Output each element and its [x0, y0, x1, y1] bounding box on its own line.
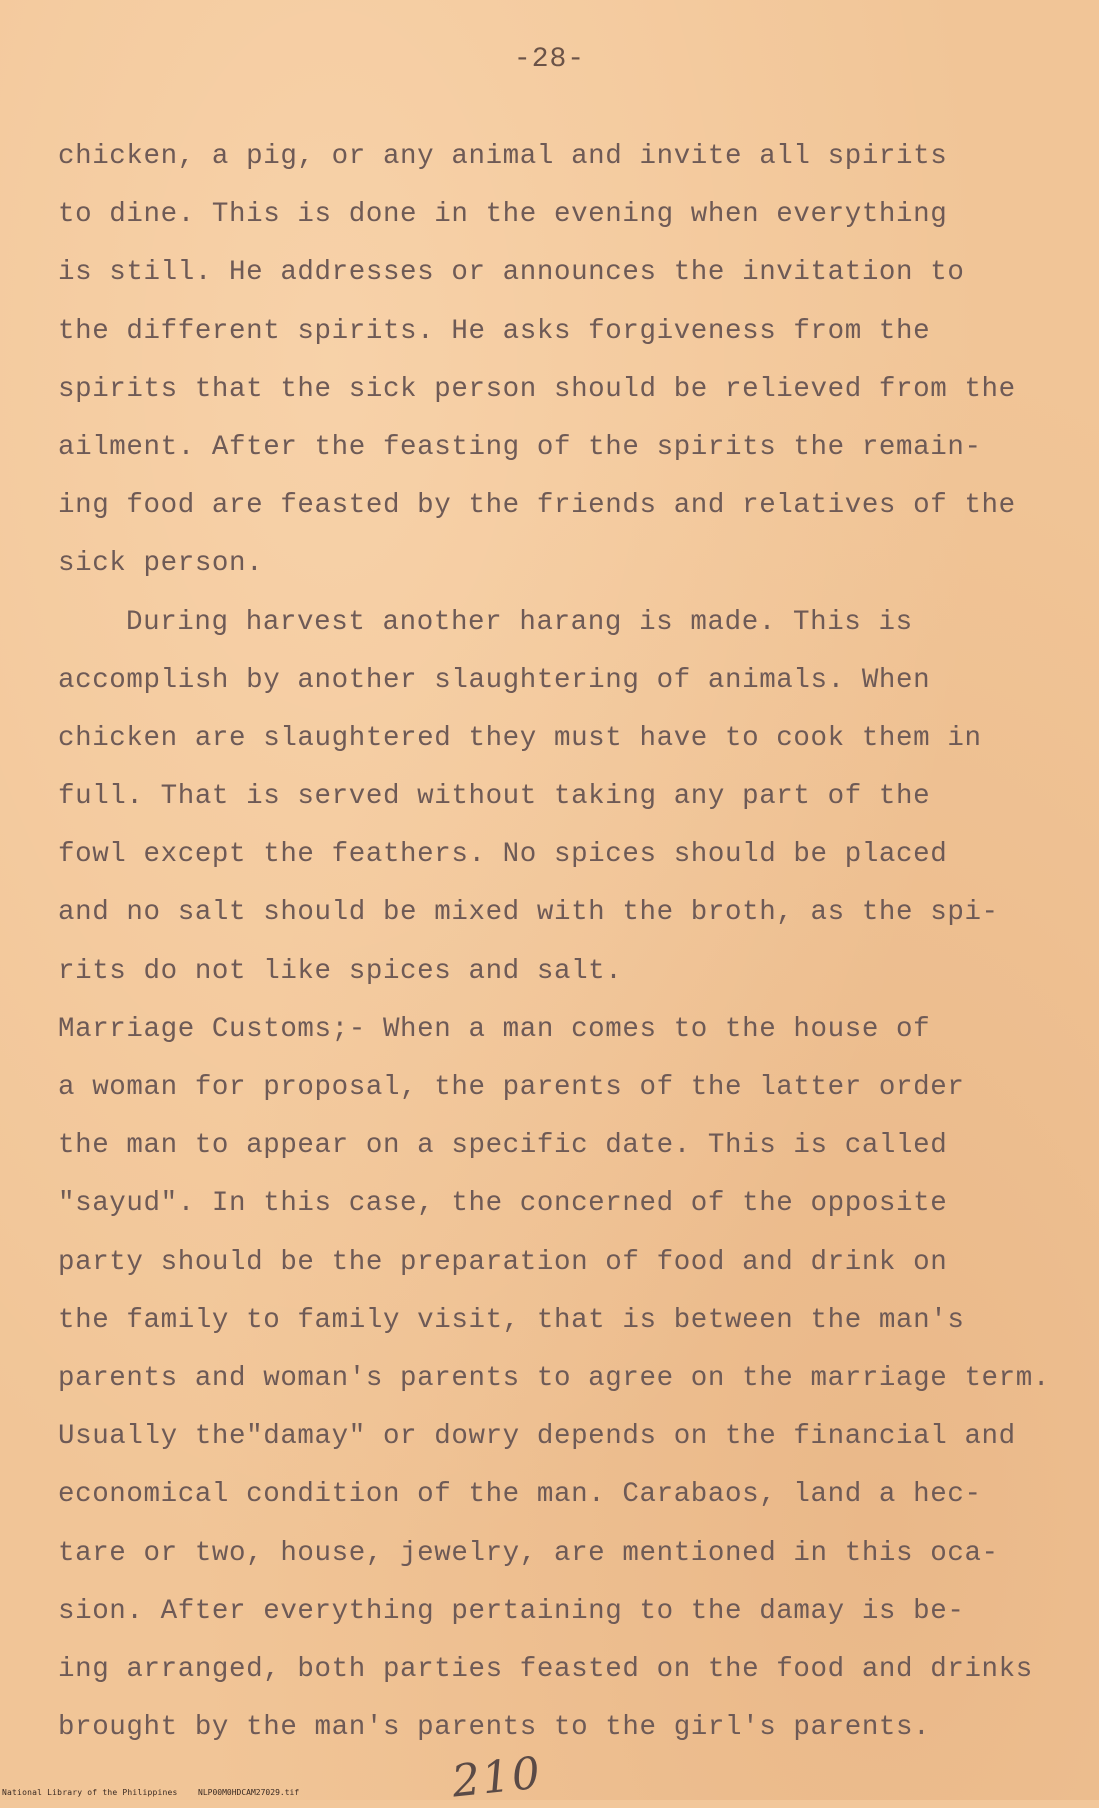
handwritten-page-number: 210 [449, 1747, 545, 1808]
text-line: sion. After everything pertaining to the damay is be- [58, 1595, 965, 1627]
text-line: and no salt should be mixed with the broth, as the spi- [58, 897, 999, 929]
text-line: chicken, a pig, or any animal and invite all spirits [58, 141, 948, 172]
text-line: economical condition of the man. Carabaos, land a hec- [58, 1479, 982, 1511]
text-line: chicken are slaughtered they must have to cook them in [58, 722, 982, 754]
paragraph-harang-sick [58, 128, 1088, 594]
page-number: -28- [513, 44, 586, 75]
text-line: to dine. This is done in the evening when everything [58, 199, 948, 231]
library-label: National Library of the Philippines [2, 1788, 178, 1797]
text-line: spirits that the sick person should be relieved from the [58, 373, 1016, 405]
text-line: "sayud". In this case, the concerned of the opposite [58, 1188, 948, 1220]
text-line: ing arranged, both parties feasted on the food and drinks [58, 1653, 1033, 1685]
file-name-label: NLP00M0HDCAM27029.tif [198, 1788, 300, 1797]
text-line: is still. He addresses or announces the invitation to [58, 257, 965, 289]
text-line: During harvest another harang is made. This is [126, 606, 913, 638]
text-line: fowl except the feathers. No spices should be placed [58, 839, 948, 871]
paragraph-marriage-customs [58, 1001, 1088, 1757]
text-line: the different spirits. He asks forgiveness from the [58, 315, 931, 347]
text-line: sick person. [58, 548, 264, 580]
paragraph-harvest-harang [58, 594, 1088, 1001]
typewritten-body [58, 128, 1088, 1757]
text-line: the family to family visit, that is between the man's [58, 1304, 965, 1336]
text-line: party should be the preparation of food and drink on [58, 1246, 948, 1278]
text-line: the man to appear on a specific date. This is called [58, 1130, 948, 1162]
text-line: Marriage Customs;- When a man comes to the house of [58, 1013, 931, 1045]
text-line: tare or two, house, jewelry, are mentioned in this oca- [58, 1537, 999, 1569]
text-line: full. That is served without taking any part of the [58, 781, 931, 813]
text-line: Usually the"damay" or dowry depends on the financial and [58, 1421, 1016, 1453]
text-line: accomplish by another slaughtering of animals. When [58, 664, 931, 696]
text-line: brought by the man's parents to the girl's parents. [58, 1712, 931, 1744]
text-line: rits do not like spices and salt. [58, 955, 623, 987]
text-line: parents and woman's parents to agree on the marriage term. [58, 1362, 1050, 1394]
text-line: ailment. After the feasting of the spirits the remain- [58, 431, 982, 463]
text-line: a woman for proposal, the parents of the latter order [58, 1072, 965, 1103]
text-line: ing food are feasted by the friends and relatives of the [58, 490, 1016, 522]
